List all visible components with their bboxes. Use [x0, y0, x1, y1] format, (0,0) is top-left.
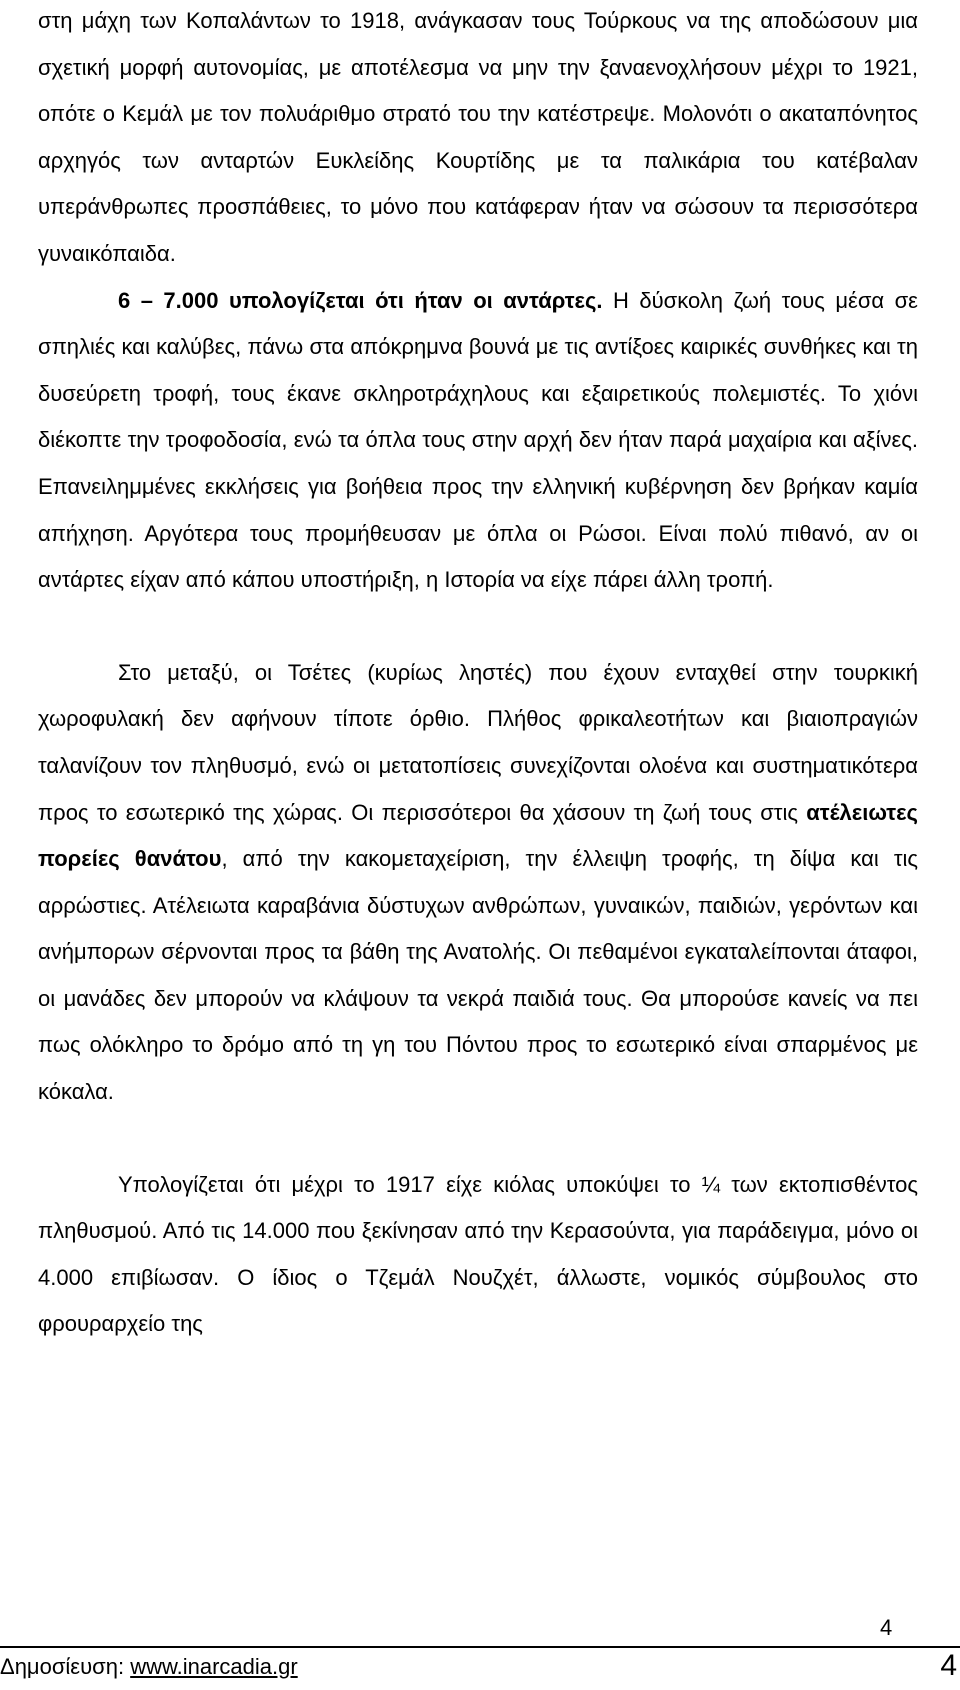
page-number: 4 [940, 1649, 957, 1682]
paragraph-3-text-b: , από την κακομεταχείριση, την έλλειψη τροφής, τη δίψα και τις αρρώστιες. Ατέλειωτα καραβάνια δύστυχων ανθρώπων, γυναικών, παιδιών, γερόντων και ανήμπορων σέρνονται προς τα βάθη της Ανατολής. Οι πεθαμένοι εγκαταλείπονται άταφοι, οι μανάδες δεν μπορούν να κλάψουν τα νεκρά παιδιά τους. Θα μπορούσε κανείς να πει πως ολόκληρο το δρόμο από τη γη του Πόντου προς το εσωτερικό είναι σπαρμένος με κόκαλα. [38, 846, 919, 1105]
footer-publication [0, 1652, 298, 1682]
paragraph-3 [38, 650, 918, 1116]
footer-rule [0, 1646, 960, 1648]
document-body [38, 0, 918, 1348]
page-number-small: 4 [880, 1615, 893, 1640]
paragraph-2 [38, 278, 918, 604]
paragraph-3-bold-phrase: ατέλειωτες πορείες θανάτου [38, 799, 918, 872]
paragraph-2-bold-lead: 6 – 7.000 υπολογίζεται ότι ήταν οι αντάρτες. [118, 287, 603, 313]
paragraph-1 [38, 0, 918, 278]
paragraph-1-text: στη μάχη των Κοπαλάντων το 1918, ανάγκασαν τους Τούρκους να της αποδώσουν μια σχετική μορφή αυτονομίας, με αποτέλεσμα να μην την ξαναενοχλήσουν μέχρι το 1921, οπότε ο Κεμάλ με τον πολυάριθμο στρατό του την κατέστρεψε. Μολονότι ο ακαταπόνητος αρχηγός των ανταρτών Ευκλείδης Κουρτίδης με τα παλικάρια του κατέβαλαν υπεράνθρωπες προσπάθειες, το μόνο που κατάφεραν ήταν να σώσουν τα περισσότερα γυναικόπαιδα. [38, 8, 918, 266]
page-footer [0, 1646, 960, 1686]
footer-prefix: Δημοσίευση: [0, 1654, 131, 1679]
footer-website-link[interactable]: www.inarcadia.gr [130, 1654, 298, 1679]
paragraph-4 [38, 1162, 918, 1348]
paragraph-3-text-a: Στο μεταξύ, οι Τσέτες (κυρίως ληστές) που έχουν ενταχθεί στην τουρκική χωροφυλακή δεν αφήνουν τίποτε όρθιο. Πλήθος φρικαλεοτήτων και βιαιοπραγιών ταλανίζουν τον πληθυσμό, ενώ οι μετατοπίσεις συνεχίζονται ολοένα και συστηματικότερα προς το εσωτερικό της χώρας. Οι περισσότεροι θα χάσουν τη ζωή τους στις [38, 659, 918, 825]
paragraph-4-text: Υπολογίζεται ότι μέχρι το 1917 είχε κιόλας υποκύψει το ¼ των εκτοπισθέντος πληθυσμού. Από τις 14.000 που ξεκίνησαν από την Κερασούντα, για παράδειγμα, μόνο οι 4.000 επιβίωσαν. Ο ίδιος ο Τζεμάλ Νουζχέτ, άλλωστε, νομικός σύμβουλος στο φρουραρχείο της [38, 1171, 918, 1337]
paragraph-2-text: Η δύσκολη ζωή τους μέσα σε σπηλιές και καλύβες, πάνω στα απόκρημνα βουνά με τις αντίξοες καιρικές συνθήκες και τη δυσεύρετη τροφή, τους έκανε σκληροτράχηλους και εξαιρετικούς πολεμιστές. Το χιόνι διέκοπτε την τροφοδοσία, ενώ τα όπλα τους στην αρχή δεν ήταν παρά μαχαίρια και αξίνες. Επανειλημμένες εκκλήσεις για βοήθεια προς την ελληνική κυβέρνηση δεν βρήκαν καμία απήχηση. Αργότερα τους προμήθευσαν με όπλα οι Ρώσοι. Είναι πολύ πιθανό, αν οι αντάρτες είχαν από κάπου υποστήριξη, η Ιστορία να είχε πάρει άλλη τροπή. [38, 287, 918, 593]
